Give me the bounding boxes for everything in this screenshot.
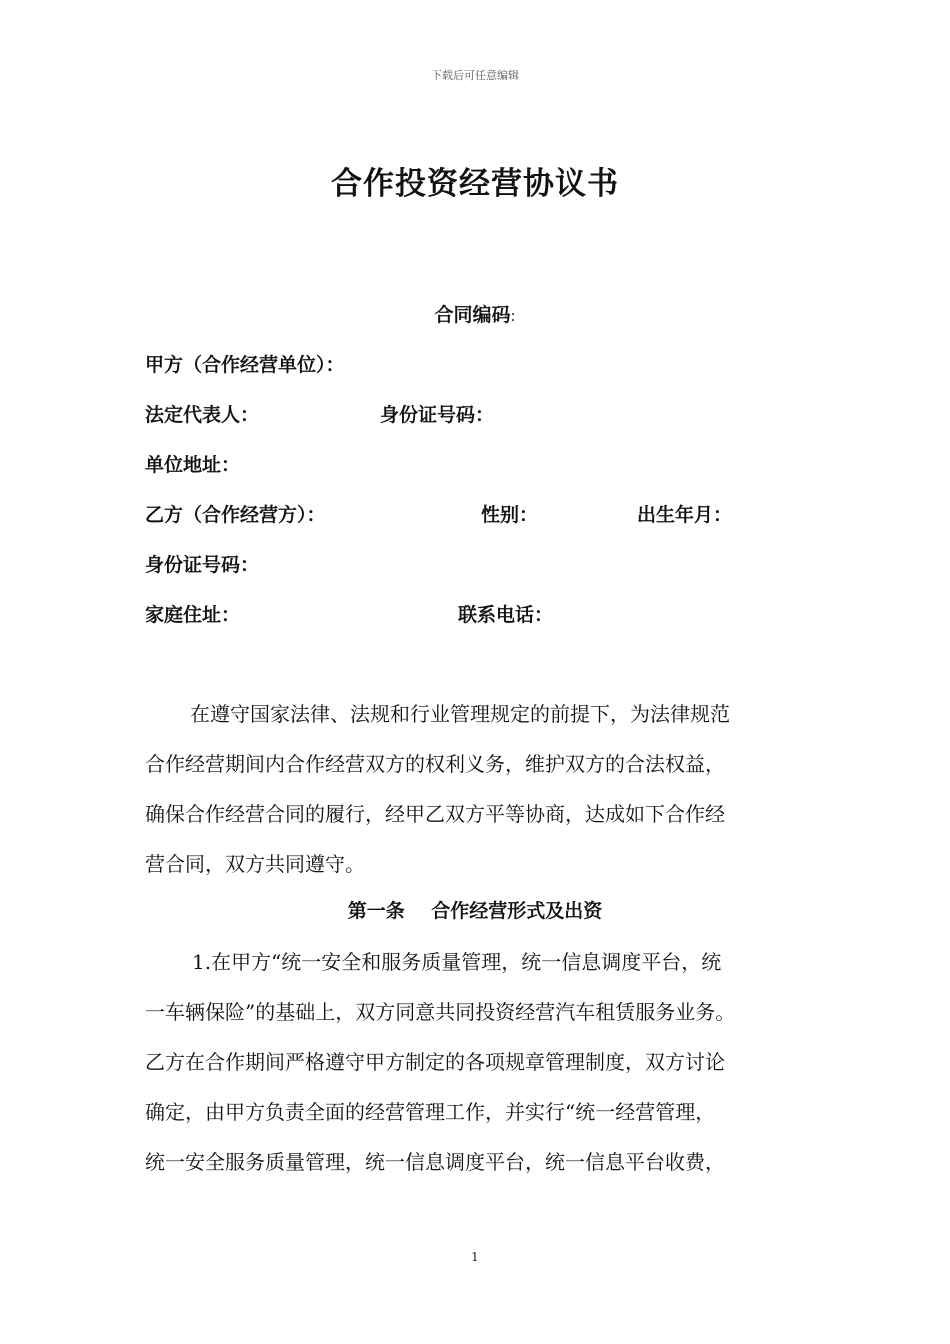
birth-label: 出生年月： <box>637 504 733 526</box>
home-address-label: 家庭住址： <box>145 604 241 626</box>
preamble-line-4: 营合同，双方共同遵守。 <box>145 852 365 876</box>
header-note: 下载后可任意编辑 <box>431 69 519 82</box>
preamble-line-1: 在遵守国家法律、法规和行业管理规定的前提下，为法律规范 <box>190 702 730 726</box>
party-b-label: 乙方（合作经营方）： <box>145 504 326 526</box>
article-1-line-4: 确定，由甲方负责全面的经营管理工作，并实行“统一经营管理， <box>145 1100 716 1124</box>
article-1-line-2: 一车辆保险”的基础上，双方同意共同投资经营汽车租赁服务业务。 <box>145 1000 736 1024</box>
article-1-line-1: 1.在甲方“统一安全和服务质量管理，统一信息调度平台，统 <box>192 950 722 974</box>
document-title: 合作投资经营协议书 <box>331 166 619 202</box>
gender-label: 性别： <box>481 504 539 526</box>
preamble-line-3: 确保合作经营合同的履行，经甲乙双方平等协商，达成如下合作经 <box>145 802 725 826</box>
page-number: 1 <box>471 1250 479 1264</box>
legal-rep-label: 法定代表人： <box>145 404 260 426</box>
address-label: 单位地址： <box>145 454 241 476</box>
contract-number-label: 合同编码 <box>434 304 511 326</box>
article-1-line-3: 乙方在合作期间严格遵守甲方制定的各项规章管理制度，双方讨论 <box>145 1050 725 1074</box>
article-1-heading: 第一条 合作经营形式及出资 <box>347 900 603 922</box>
preamble-line-2: 合作经营期间内合作经营双方的权利义务，维护双方的合法权益， <box>145 752 725 776</box>
article-1-line-5: 统一安全服务质量管理，统一信息调度平台，统一信息平台收费， <box>145 1150 725 1174</box>
contract-number-line <box>0 300 950 327</box>
id-number-b-label: 身份证号码： <box>145 554 260 576</box>
id-number-a-label: 身份证号码： <box>380 404 495 426</box>
party-a-label: 甲方（合作经营单位）： <box>145 354 345 376</box>
contract-number-colon: : <box>510 307 516 325</box>
phone-label: 联系电话： <box>458 604 554 626</box>
